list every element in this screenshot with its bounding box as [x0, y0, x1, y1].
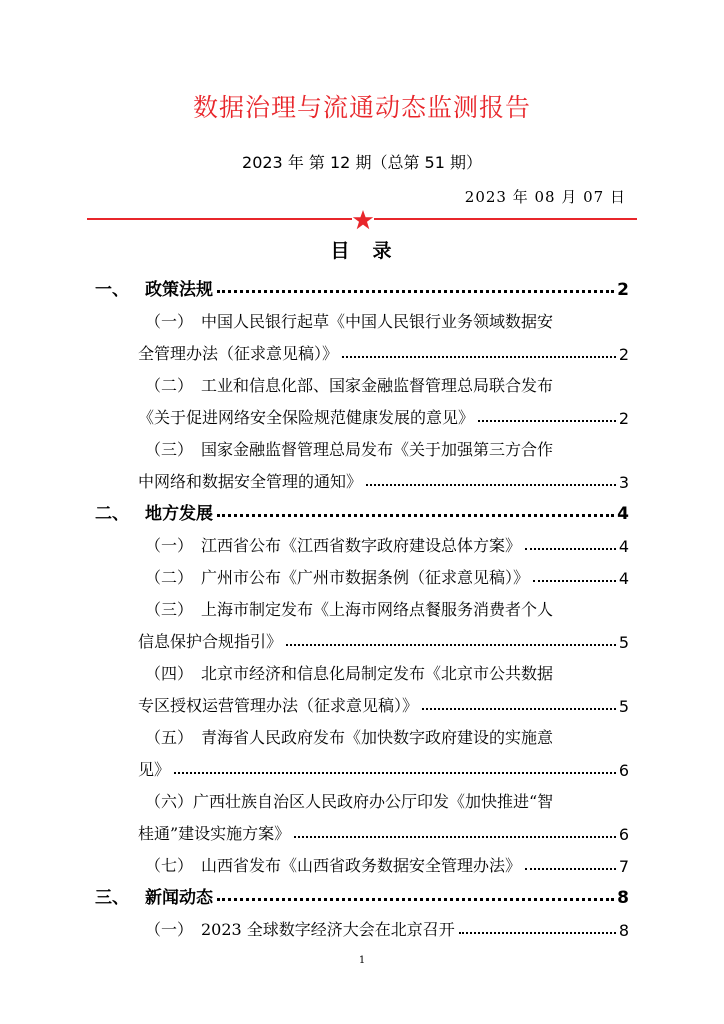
page-ref: 2: [618, 345, 629, 364]
star-icon: [352, 209, 374, 231]
section-number: 一、: [95, 280, 129, 300]
toc-section-3[interactable]: [95, 878, 629, 908]
toc-entry[interactable]: [145, 846, 629, 876]
toc-entry-continued[interactable]: [138, 334, 629, 364]
toc-entry-continued[interactable]: [138, 398, 629, 428]
toc-section-2[interactable]: [95, 494, 629, 524]
toc-entry-continued[interactable]: [138, 686, 629, 716]
section-number: 二、: [95, 504, 129, 524]
page-ref: 2: [617, 280, 629, 300]
toc-entry[interactable]: [145, 590, 629, 620]
page-ref: 4: [618, 569, 629, 588]
entry-text: （一） 中国人民银行起草《中国人民银行业务领域数据安: [145, 312, 554, 331]
toc-entry[interactable]: [145, 558, 629, 588]
dot-leader: [525, 868, 616, 870]
toc-section-1[interactable]: [95, 270, 629, 300]
issue-number: 2023 年 第 12 期（总第 51 期）: [242, 153, 482, 172]
toc-entry[interactable]: [145, 366, 629, 396]
dot-leader: [217, 514, 614, 517]
page-ref: 5: [618, 633, 629, 652]
dot-leader: [217, 898, 614, 901]
page-ref: 8: [618, 921, 629, 940]
toc-entry-continued[interactable]: [138, 750, 629, 780]
page-ref: 4: [618, 537, 629, 556]
toc-title: 目 录: [330, 240, 394, 262]
entry-text: 全管理办法（征求意见稿）》: [138, 344, 339, 363]
entry-text: 桂通”建设实施方案》: [138, 824, 291, 843]
entry-text: （一） 江西省公布《江西省数字政府建设总体方案》: [145, 536, 522, 555]
entry-text: 见》: [138, 760, 171, 779]
dot-leader: [174, 772, 616, 774]
dot-leader: [366, 484, 616, 486]
entry-text: （一） 2023 全球数字经济大会在北京召开: [145, 920, 455, 939]
entry-text: 专区授权运营管理办法（征求意见稿）》: [138, 696, 419, 715]
entry-text: （七） 山西省发布《山西省政务数据安全管理办法》: [145, 856, 522, 875]
toc-entry[interactable]: [145, 910, 629, 940]
toc-entry[interactable]: [145, 718, 629, 748]
toc-entry[interactable]: [145, 302, 629, 332]
entry-text: （五） 青海省人民政府发布《加快数字政府建设的实施意: [145, 728, 554, 747]
report-title: 数据治理与流通动态监测报告: [192, 93, 531, 122]
entry-text: （二） 工业和信息化部、国家金融监督管理总局联合发布: [145, 376, 554, 395]
entry-text: （二） 广州市公布《广州市数据条例（征求意见稿）》: [145, 568, 530, 587]
toc-entry[interactable]: [145, 526, 629, 556]
toc-entry-continued[interactable]: [138, 622, 629, 652]
toc-entry[interactable]: [145, 654, 629, 684]
page-ref: 8: [617, 888, 629, 908]
page-number: 1: [358, 955, 366, 966]
entry-text: （三） 上海市制定发布《上海市网络点餐服务消费者个人: [145, 600, 554, 619]
entry-text: 中网络和数据安全管理的通知》: [138, 472, 363, 491]
page-ref: 6: [618, 825, 629, 844]
page-ref: 3: [618, 473, 629, 492]
page-ref: 4: [617, 504, 629, 524]
toc-entry-continued[interactable]: [138, 462, 629, 492]
dot-leader: [286, 644, 616, 646]
toc-entry[interactable]: [145, 430, 629, 460]
entry-text: 信息保护合规指引》: [138, 632, 283, 651]
page-ref: 2: [618, 409, 629, 428]
entry-text: （三） 国家金融监督管理总局发布《关于加强第三方合作: [145, 440, 554, 459]
entry-text: （六）广西壮族自治区人民政府办公厅印发《加快推进“智: [145, 792, 554, 811]
toc-entry-continued[interactable]: [138, 814, 629, 844]
toc-entry[interactable]: [145, 782, 629, 812]
entry-text: （四） 北京市经济和信息化局制定发布《北京市公共数据: [145, 664, 554, 683]
dot-leader: [342, 356, 616, 358]
dot-leader: [294, 836, 616, 838]
section-title: 新闻动态: [145, 888, 213, 908]
page-ref: 5: [618, 697, 629, 716]
section-title: 地方发展: [145, 504, 213, 524]
dot-leader: [533, 580, 616, 582]
section-number: 三、: [95, 888, 129, 908]
page-ref: 7: [618, 857, 629, 876]
dot-leader: [459, 932, 616, 934]
report-date: 2023 年 08 月 07 日: [464, 188, 626, 206]
dot-leader: [478, 420, 616, 422]
dot-leader: [525, 548, 616, 550]
page-ref: 6: [618, 761, 629, 780]
section-title: 政策法规: [145, 280, 213, 300]
entry-text: 《关于促进网络安全保险规范健康发展的意见》: [138, 408, 475, 427]
dot-leader: [422, 708, 616, 710]
dot-leader: [217, 290, 614, 293]
